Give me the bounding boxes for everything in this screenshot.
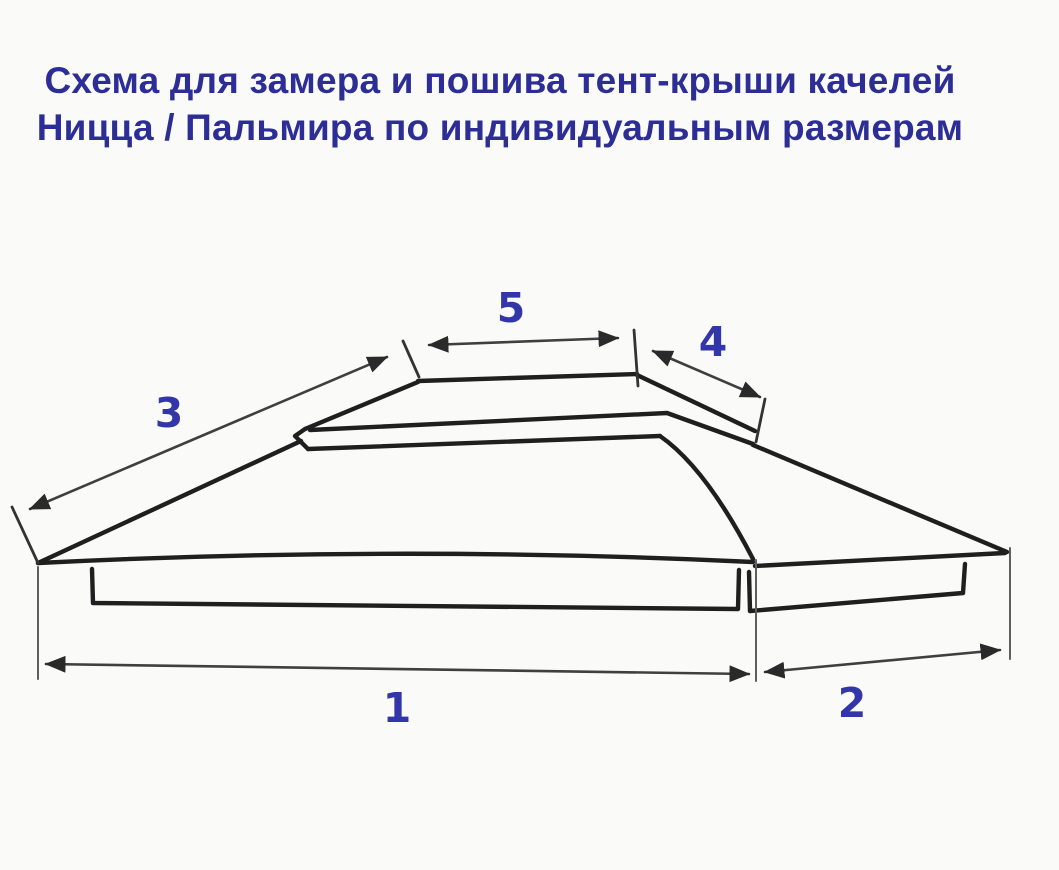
canopy-front-valance [92,569,739,609]
canopy-corner-seam [749,572,750,611]
canopy-outline-group [38,374,1007,611]
canopy-front-right-hip [660,436,753,559]
canopy-front-eave-edge [38,554,753,563]
dimension-labels-group [155,284,867,732]
canopy-upper-band-bottom-edge [308,436,660,449]
title-line-1: Схема для замера и пошива тент-крыши качелей [44,60,956,101]
canopy-right-valance [750,564,965,611]
dimension-line-5 [429,338,618,345]
canopy-top-edge [418,374,637,381]
canopy-left-hip [38,441,301,563]
tick-top-right [634,330,638,386]
canopy-right-back-hip [753,445,1007,552]
dimension-label-3: 3 [154,389,184,437]
canopy-upper-left-slope [305,382,418,429]
extension-lines-group [38,548,1010,681]
dimension-line-2 [765,650,1000,672]
dimension-line-1 [46,664,749,674]
canopy-right-eave-edge [755,553,1005,566]
dimension-label-1: 1 [382,684,412,732]
dimension-label-2: 2 [837,679,867,727]
dimension-label-4: 4 [698,318,728,366]
tick-top-left [403,341,419,377]
tick-dim4-end [756,399,765,442]
title-line-2: Ницца / Пальмира по индивидуальным размерам [36,107,964,148]
extension-left-upper [12,507,38,563]
dimension-label-5: 5 [496,284,526,332]
